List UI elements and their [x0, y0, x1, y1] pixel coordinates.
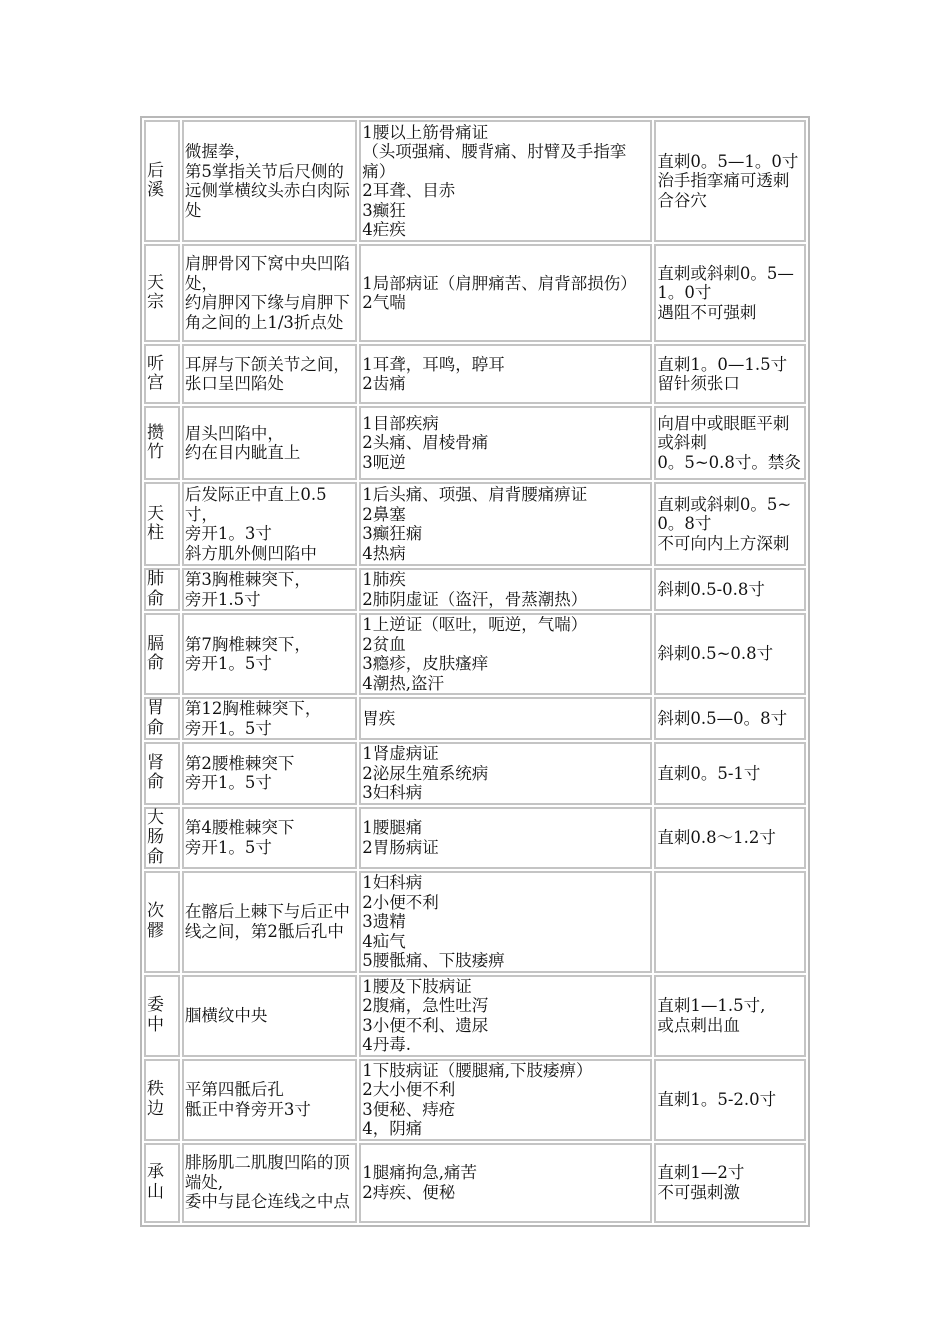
point-name-char: 肾 — [147, 752, 164, 773]
point-name-cell — [144, 871, 180, 973]
location-line: 在髂后上棘下与后正中线之间，第2骶后孔中 — [184, 902, 350, 941]
point-name-char: 溪 — [147, 180, 164, 200]
indication-line: 1局部病证（肩胛痛苦、肩背部损伤） — [362, 273, 637, 293]
point-name-cell — [144, 244, 180, 342]
point-name-char: 攒 — [147, 422, 164, 443]
method-line: 0。5~0.8寸。禁灸 — [657, 452, 801, 472]
needling-method-cell — [654, 1059, 806, 1141]
indication-line: 1下肢病证（腰腿痛,下肢痿痹） — [362, 1060, 593, 1080]
indication-line: 2头痛、眉棱骨痛 — [362, 433, 489, 453]
location-line: 旁开1。5寸 — [184, 837, 272, 857]
location-line: 骶正中脊旁开3寸 — [184, 1099, 311, 1119]
location-cell — [182, 742, 357, 805]
point-name-cell — [144, 344, 180, 404]
indication-line: 1肺疾 — [362, 570, 406, 589]
indication-line: 4疟疾 — [362, 220, 406, 239]
location-line: 后发际正中直上0.5寸， — [184, 485, 327, 524]
indication-line: 1腰及下肢病证 — [362, 976, 472, 996]
location-line: 旁开1。3寸 — [184, 524, 272, 543]
needling-method-cell — [654, 568, 806, 611]
location-line: 第2腰椎棘突下 — [184, 753, 295, 773]
point-name-char: 竹 — [147, 442, 164, 462]
method-line: 直刺1—1.5寸, — [657, 996, 766, 1015]
method-line: 留针须张口 — [657, 374, 740, 393]
point-name-cell — [144, 697, 180, 740]
indication-line: 3癫狂 — [362, 200, 406, 220]
location-cell — [182, 120, 357, 242]
indication-line: 1后头痛、项强、肩背腰痛痹证 — [362, 485, 588, 504]
point-name-cell — [144, 1059, 180, 1141]
point-name-char: 俞 — [147, 717, 164, 738]
indications-cell — [359, 697, 652, 740]
indications-cell — [359, 120, 652, 242]
indication-line: 3小便不利、遗尿 — [362, 1015, 489, 1035]
method-line: 直刺或斜刺0。5—1。0寸 — [657, 263, 794, 303]
method-line: 不可向内上方深刺 — [657, 533, 790, 553]
indication-line: 1腿痛拘急,痛苦 — [362, 1163, 477, 1182]
location-cell — [182, 406, 357, 480]
table-row — [144, 742, 806, 805]
location-line: 旁开1。5寸 — [184, 773, 272, 793]
needling-method-cell — [654, 613, 806, 695]
table-row — [144, 244, 806, 342]
location-line: 第7胸椎棘突下， — [184, 634, 311, 654]
point-name-char: 俞 — [147, 653, 164, 673]
indication-line: 5腰骶痛、下肢痿痹 — [362, 951, 505, 970]
indication-line: 2齿痛 — [362, 374, 406, 393]
indication-line: 1腰以上筋骨痛证 — [362, 122, 489, 142]
indication-line: 2肺阴虚证（盗汗，骨蒸潮热） — [362, 589, 588, 609]
location-line: 腓肠肌二肌腹凹陷的顶端处, — [184, 1153, 350, 1192]
location-cell — [182, 568, 357, 611]
indications-cell — [359, 742, 652, 805]
location-line: 旁开1。5寸 — [184, 718, 272, 738]
table-row — [144, 1059, 806, 1141]
acupoint-table — [140, 116, 810, 1227]
indications-cell — [359, 482, 652, 566]
method-line: 直刺1。0—1.5寸 — [657, 354, 788, 374]
indication-line: 2腹痛，急性吐泻 — [362, 996, 489, 1015]
location-cell — [182, 1059, 357, 1141]
indication-line: 2小便不利 — [362, 892, 439, 912]
location-line: 眉头凹陷中， — [184, 423, 284, 443]
table-row — [144, 871, 806, 973]
point-name-char: 山 — [147, 1181, 164, 1202]
point-name-char: 委 — [147, 995, 164, 1015]
point-name-cell — [144, 568, 180, 611]
point-name-char: 俞 — [147, 588, 164, 609]
location-line: 第3胸椎棘突下， — [184, 570, 311, 589]
indication-line: 3癫狂痫 — [362, 524, 423, 543]
indications-cell — [359, 975, 652, 1057]
needling-method-cell — [654, 871, 806, 973]
indication-line: 胃疾 — [362, 708, 396, 728]
point-name-char: 承 — [147, 1162, 164, 1182]
point-name-cell — [144, 482, 180, 566]
indication-line: 2胃肠病证 — [362, 837, 439, 857]
point-name-cell — [144, 1143, 180, 1223]
indication-line: 1妇科病 — [362, 873, 423, 892]
needling-method-cell — [654, 1143, 806, 1223]
needling-method-cell — [654, 482, 806, 566]
indication-line: 2痔疾、便秘 — [362, 1182, 456, 1202]
table-row — [144, 697, 806, 740]
point-name-char: 中 — [147, 1014, 164, 1035]
indications-cell — [359, 807, 652, 870]
indication-line: 4，阴痛 — [362, 1119, 423, 1138]
indication-line: 1腰腿痛 — [362, 818, 423, 838]
location-line: 腘横纹中央 — [184, 1005, 268, 1025]
point-name-char: 天 — [147, 272, 164, 293]
location-line: 平第四骶后孔 — [184, 1080, 284, 1099]
acupoint-table-body — [144, 120, 806, 1223]
table-row — [144, 613, 806, 695]
location-cell — [182, 344, 357, 404]
location-cell — [182, 975, 357, 1057]
point-name-char: 宗 — [147, 292, 164, 312]
indication-line: 2泌尿生殖系统病 — [362, 763, 489, 783]
point-name-char: 肺 — [147, 569, 164, 589]
indication-line: （头项强痛、腰背痛、肘臂及手指挛痛） — [362, 142, 627, 181]
location-line: 张口呈凹陷处 — [184, 374, 284, 393]
needling-method-cell — [654, 344, 806, 404]
indication-line: 1肾虚病证 — [362, 744, 439, 763]
indications-cell — [359, 244, 652, 342]
needling-method-cell — [654, 742, 806, 805]
indication-line: 3遗精 — [362, 912, 406, 931]
point-name-char: 髎 — [147, 920, 164, 941]
method-line: 直刺或斜刺0。5~0。8寸 — [657, 494, 792, 534]
point-name-char: 俞 — [147, 846, 164, 867]
method-line: 直刺1—2寸 — [657, 1163, 745, 1182]
method-line: 治手指挛痛可透刺合谷穴 — [657, 171, 790, 210]
method-line: 斜刺0.5-0.8寸 — [657, 579, 765, 599]
method-line: 斜刺0.5~0.8寸 — [657, 644, 774, 664]
location-line: 耳屏与下颌关节之间， — [184, 354, 350, 374]
point-name-char: 宫 — [147, 373, 164, 393]
indication-line: 2贫血 — [362, 634, 406, 654]
location-line: 约肩胛冈下缘与肩胛下角之间的上1/3折点处 — [184, 293, 350, 332]
method-line: 直刺0。5-1寸 — [657, 763, 761, 783]
needling-method-cell — [654, 807, 806, 870]
point-name-cell — [144, 975, 180, 1057]
table-row — [144, 807, 806, 870]
indication-line: 1目部疾病 — [362, 413, 439, 433]
indication-line: 4热病 — [362, 543, 406, 563]
table-row — [144, 568, 806, 611]
point-name-char: 边 — [147, 1098, 164, 1119]
point-name-char: 膈 — [147, 633, 164, 654]
method-line: 斜刺0.5—0。8寸 — [657, 708, 788, 728]
location-cell — [182, 1143, 357, 1223]
point-name-char: 柱 — [147, 523, 164, 543]
indication-line: 3便秘、痔疮 — [362, 1099, 456, 1119]
method-line: 直刺1。5-2.0寸 — [657, 1089, 777, 1109]
point-name-cell — [144, 613, 180, 695]
table-row — [144, 482, 806, 566]
method-line: 向眉中或眼眶平刺或斜刺 — [657, 413, 790, 453]
location-line: 微握拳， — [184, 142, 251, 161]
location-cell — [182, 244, 357, 342]
indications-cell — [359, 406, 652, 480]
table-row — [144, 344, 806, 404]
indication-line: 2鼻塞 — [362, 504, 406, 524]
indication-line: 3瘾疹，皮肤瘙痒 — [362, 654, 489, 673]
method-line: 直刺0.8～1.2寸 — [657, 828, 776, 847]
table-row — [144, 975, 806, 1057]
point-name-cell — [144, 406, 180, 480]
point-name-char: 秩 — [147, 1079, 164, 1099]
indications-cell — [359, 613, 652, 695]
indications-cell — [359, 1059, 652, 1141]
needling-method-cell — [654, 120, 806, 242]
method-line: 直刺0。5—1。0寸 — [657, 151, 799, 171]
location-line: 委中与昆仑连线之中点 — [184, 1192, 350, 1212]
indication-line: 4潮热,盗汗 — [362, 673, 444, 693]
indication-line: 1耳聋，耳鸣，聤耳 — [362, 354, 505, 374]
needling-method-cell — [654, 244, 806, 342]
indication-line: 2耳聋、目赤 — [362, 181, 456, 200]
indication-line: 1上逆证（呕吐，呃逆，气喘） — [362, 615, 588, 634]
point-name-char: 俞 — [147, 772, 164, 793]
location-cell — [182, 871, 357, 973]
needling-method-cell — [654, 975, 806, 1057]
location-cell — [182, 807, 357, 870]
indication-line: 3妇科病 — [362, 783, 423, 802]
method-line: 或点刺出血 — [657, 1015, 740, 1035]
location-cell — [182, 697, 357, 740]
indication-line: 3呃逆 — [362, 452, 406, 472]
point-name-char: 后 — [147, 160, 164, 181]
point-name-cell — [144, 742, 180, 805]
location-line: 约在目内眦直上 — [184, 443, 301, 462]
location-line: 肩胛骨冈下窝中央凹陷处， — [184, 254, 350, 293]
point-name-char: 听 — [147, 353, 164, 374]
point-name-char: 天 — [147, 503, 164, 524]
needling-method-cell — [654, 697, 806, 740]
indication-line: 2大小便不利 — [362, 1080, 456, 1099]
needling-method-cell — [654, 406, 806, 480]
location-line: 斜方肌外侧凹陷中 — [184, 543, 317, 563]
location-line: 第12胸椎棘突下， — [184, 699, 322, 718]
method-line: 遇阻不可强刺 — [657, 302, 757, 322]
indication-line: 4疝气 — [362, 931, 406, 951]
point-name-cell — [144, 120, 180, 242]
location-line: 第4腰椎棘突下 — [184, 818, 295, 838]
location-cell — [182, 613, 357, 695]
point-name-char: 胃 — [147, 698, 164, 718]
point-name-char: 大 — [147, 807, 164, 828]
location-line: 第5掌指关节后尺侧的远侧掌横纹头赤白肉际处 — [184, 161, 350, 220]
location-cell — [182, 482, 357, 566]
method-line: 不可强刺激 — [657, 1182, 740, 1202]
table-row — [144, 406, 806, 480]
indication-line: 4丹毒. — [362, 1035, 411, 1054]
table-row — [144, 120, 806, 242]
indications-cell — [359, 344, 652, 404]
indication-line: 2气喘 — [362, 293, 406, 312]
point-name-char: 肠 — [147, 827, 164, 847]
indications-cell — [359, 568, 652, 611]
indications-cell — [359, 871, 652, 973]
point-name-cell — [144, 807, 180, 870]
point-name-char: 次 — [147, 901, 164, 922]
location-line: 旁开1.5寸 — [184, 589, 261, 609]
table-row — [144, 1143, 806, 1223]
indications-cell — [359, 1143, 652, 1223]
location-line: 旁开1。5寸 — [184, 654, 272, 673]
